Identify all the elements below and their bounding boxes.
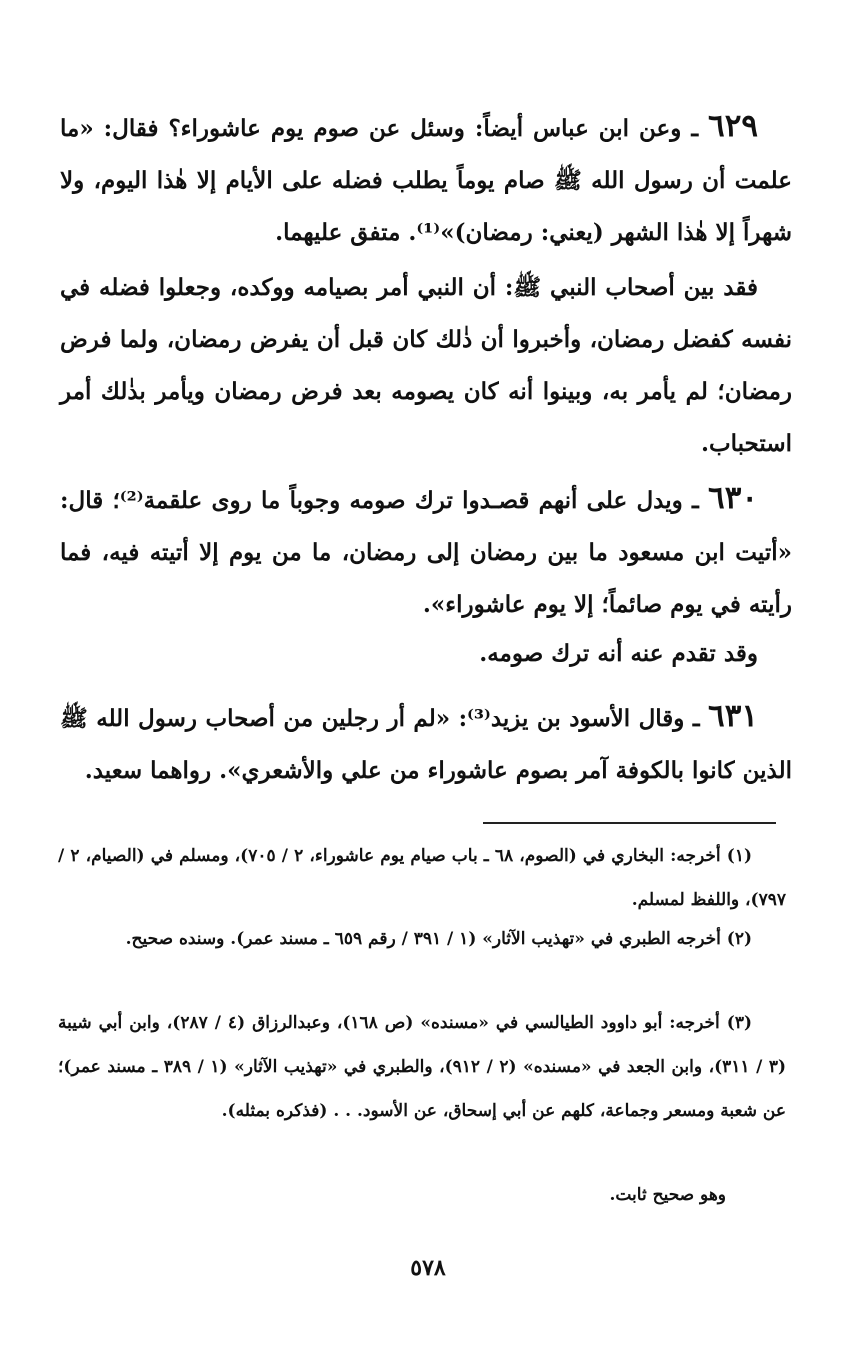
hadith-number-629: ٦٢٩ — [708, 108, 758, 144]
hadith-630-text: ـ ويدل على أنهم قصـدوا ترك صومه وجوباً ما روى علقمة⁽²⁾؛ قال: «أتيت ابن مسعود ما بين رمضان إلى رمضان، ما من يوم إلا أتيته فيه، فما رأيته في يوم صائماً؛ إلا يوم عاشوراء». — [60, 487, 792, 618]
footnote-1: (١) أخرجه: البخاري في (الصوم، ٦٨ ـ باب صيام يوم عاشوراء، ٢ / ٧٠٥)، ومسلم في (الصيام، ٢ / ٧٩٧)، واللفظ لمسلم. — [58, 846, 786, 910]
hadith-631-text: ـ وقال الأسود بن يزيد⁽³⁾: «لم أر رجلين من أصحاب رسول الله ﷺ الذين كانوا بالكوفة آمر بصوم عاشوراء من علي والأشعري». رواهما سعيد. — [60, 705, 792, 784]
footnote-separator — [483, 822, 776, 824]
hadith-number-631: ٦٣١ — [708, 698, 758, 734]
commentary-paragraph-2: وقد تقدم عنه أنه ترك صومه. — [479, 640, 758, 667]
page-number: ٥٧٨ — [410, 1255, 446, 1281]
hadith-number-630: ٦٣٠ — [708, 480, 758, 516]
hadith-629-text: ـ وعن ابن عباس أيضاً: وسئل عن صوم يوم عاشوراء؟ فقال: «ما علمت أن رسول الله ﷺ صام يوماً يطلب فضله على الأيام إلا هٰذا اليوم، ولا شهراً إلا هٰذا الشهر (يعني: رمضان)»⁽¹⁾. متفق عليهما. — [60, 115, 792, 246]
commentary-paragraph-1: فقد بين أصحاب النبي ﷺ: أن النبي أمر بصيامه ووكده، وجعلوا فضله في نفسه كفضل رمضان، وأخبروا أن ذٰلك كان قبل أن يفرض رمضان، ولما فرض رمضان؛ لم يأمر به، وبينوا أنه كان يصومه بعد فرض رمضان ويأمر بذٰلك أمر استحباب. — [60, 274, 792, 457]
hadith-631-paragraph — [60, 690, 792, 797]
footnote-3: (٣) أخرجه: أبو داوود الطيالسي في «مسنده» (ص ١٦٨)، وعبدالرزاق (٤ / ٢٨٧)، وابن أبي شيبة (٣ / ٣١١)، وابن الجعد في «مسنده» (٢ / ٩١٢)، والطبري في «تهذيب الآثار» (١ / ٣٨٩ ـ مسند عمر)؛ عن شعبة ومسعر وجماعة، كلهم عن أبي إسحاق، عن الأسود. . . (فذكره بمثله). — [58, 1013, 787, 1121]
footnote-3-note: وهو صحيح ثابت. — [609, 1185, 726, 1205]
hadith-630-paragraph — [60, 472, 792, 631]
hadith-629-paragraph — [60, 100, 792, 259]
footnote-2: (٢) أخرجه الطبري في «تهذيب الآثار» (١ / ٣٩١ / رقم ٦٥٩ ـ مسند عمر). وسنده صحيح. — [125, 929, 752, 949]
